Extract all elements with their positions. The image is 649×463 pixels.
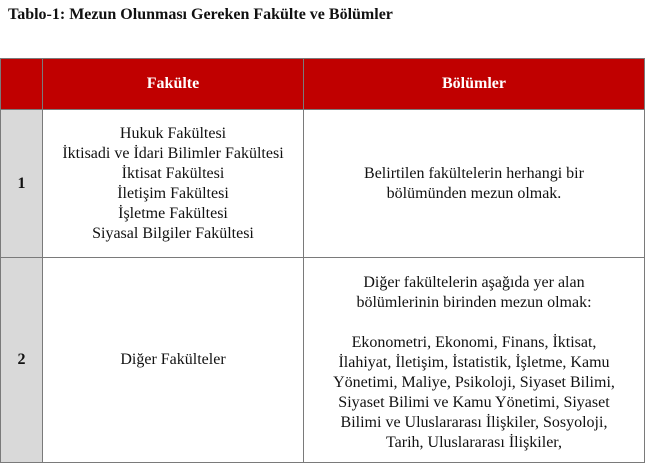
departments-line: Tarih, Uluslararası İlişkiler, — [386, 434, 562, 451]
departments-cell — [304, 258, 645, 463]
departments-intro-line: Diğer fakültelerin aşağıda yer alan — [363, 274, 585, 291]
table-header — [1, 59, 645, 110]
header-row — [1, 59, 645, 110]
faculty-cell — [43, 110, 304, 258]
table-row — [1, 258, 645, 463]
faculty-cell — [43, 258, 304, 463]
faculty-name: Siyasal Bilgiler Fakültesi — [92, 224, 254, 242]
departments-line: Ekonometri, Ekonomi, Finans, İktisat, — [351, 334, 597, 351]
header-number-cell — [1, 59, 43, 110]
header-departments-cell: Bölümler — [304, 59, 645, 110]
departments-text — [304, 164, 644, 204]
faculty-departments-table — [0, 58, 645, 463]
departments-text — [304, 267, 644, 453]
departments-line: Bilimi ve Uluslararası İlişkiler, Sosyoloji, — [340, 414, 608, 431]
header-faculty-cell: Fakülte — [43, 59, 304, 110]
departments-line: bölümünden mezun olmak. — [386, 184, 562, 202]
departments-line: İlahiyat, İletişim, İstatistik, İşletme, Kamu — [338, 354, 610, 371]
departments-intro-line: bölümlerinin birinden mezun olmak: — [356, 294, 592, 311]
departments-line: Siyaset Bilimi ve Kamu Yönetimi, Siyaset — [338, 394, 610, 411]
departments-line: Belirtilen fakültelerin herhangi bir — [364, 164, 584, 182]
departments-cell — [304, 110, 645, 258]
departments-line: Yönetimi, Maliye, Psikoloji, Siyaset Bilimi, — [333, 374, 615, 391]
faculty-name: İktisadi ve İdari Bilimler Fakültesi — [62, 144, 284, 162]
faculty-name: Diğer Fakülteler — [120, 351, 226, 368]
table-body — [1, 110, 645, 463]
faculty-list — [43, 350, 303, 370]
paragraph-gap — [304, 313, 644, 333]
row-number-cell: 2 — [1, 258, 43, 463]
faculty-list — [43, 124, 303, 244]
document-title: Tablo-1: Mezun Olunması Gereken Fakülte ve Bölümler — [8, 6, 393, 23]
table-row — [1, 110, 645, 258]
faculty-name: İletişim Fakültesi — [117, 184, 229, 202]
faculty-name: İşletme Fakültesi — [118, 204, 228, 222]
faculty-name: Hukuk Fakültesi — [119, 124, 227, 142]
row-number-cell: 1 — [1, 110, 43, 258]
faculty-name: İktisat Fakültesi — [121, 164, 225, 182]
